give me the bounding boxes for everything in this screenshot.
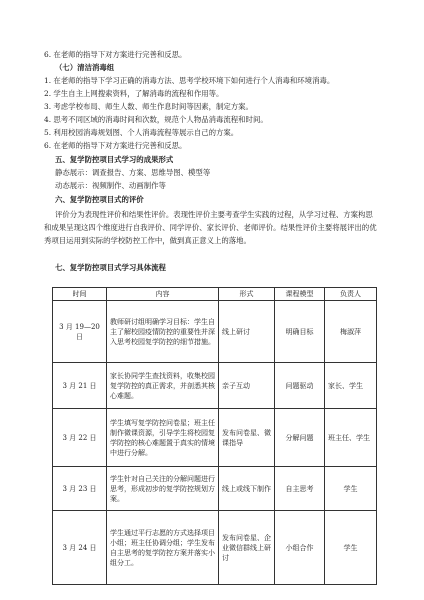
cell-time: 3 月 23 日 [53, 467, 107, 511]
table-header-row [53, 288, 377, 301]
table-row [53, 409, 377, 467]
cell-form: 亲子互动 [219, 363, 275, 409]
text-line: 6. 在老师的指导下对方案进行完善和反思。 [44, 141, 187, 150]
cell-content: 学生填写复学防控问卷星；班主任制作微课资源，引导学生将校园复学防控的核心难题置于真实的情境中进行分解。 [107, 409, 219, 467]
cell-time: 3 月 19—20 日 [53, 301, 107, 363]
text-line: 3. 考虑学校布局、师生人数、师生作息时间等因素，制定方案。 [44, 102, 253, 111]
text-line: 5. 利用校园消毒规划图、个人消毒流程等展示自己的方案。 [44, 128, 239, 137]
cell-form: 线上研讨 [219, 301, 275, 363]
table-row [53, 363, 377, 409]
cell-owner: 梅淑萍 [325, 301, 377, 363]
section-heading: 五、复学防控项目式学习的成果形式 [55, 155, 174, 164]
text-line: 动态展示：视频制作、动画制作等 [55, 181, 166, 190]
flow-table [52, 287, 377, 585]
cell-form: 发布问卷星、企业微信群线上研讨 [219, 511, 275, 585]
paragraph: 评价分为表现性评价和结果性评价。表现性评价主要考查学生实践的过程，从学习过程、方案构思和成果呈现这四个维度进行自我评价、同学评价、家长评价、老师评价。结果性评价主要将展评出的优秀项目运用到实际的学校防控工作中，做到真正意义上的落地。 [44, 210, 377, 245]
cell-content: 学生通过平行志愿的方式选择项目小组；班主任协调分组；学生发布自主思考的复学防控方案并落实小组分工。 [107, 511, 219, 585]
cell-content: 学生针对自己关注的分解问题进行思考，形成初步的复学防控规划方案。 [107, 467, 219, 511]
section-heading: （七）清洁消毒组 [55, 63, 115, 72]
cell-model: 明确目标 [275, 301, 325, 363]
section-heading: 七、复学防控项目式学习具体流程 [55, 263, 166, 272]
table-row [53, 511, 377, 585]
text-line: 4. 思考不同区域的消毒时间和次数，规范个人物品消毒流程和时间。 [44, 115, 268, 124]
text-line: 6. 在老师的指导下对方案进行完善和反思。 [44, 50, 187, 59]
cell-owner: 班主任、学生 [325, 409, 377, 467]
cell-content: 家长协同学生查找资料，收集校园复学防控的真正需求，并剖悉其核心难题。 [107, 363, 219, 409]
text-line: 静态展示：调查报告、方案、思维导图、模型等 [55, 168, 211, 177]
cell-content: 教师研讨组明确学习目标：学生自主了解校园疫情防控的重要性并深入思考校园复学防控的细节措施。 [107, 301, 219, 363]
text-line: 2. 学生自主上网搜索资料，了解消毒的流程和作用等。 [44, 89, 224, 98]
cell-time: 3 月 24 日 [53, 511, 107, 585]
cell-model: 自主思考 [275, 467, 325, 511]
cell-time: 3 月 21 日 [53, 363, 107, 409]
cell-model: 小组合作 [275, 511, 325, 585]
header-content: 内容 [107, 288, 219, 301]
cell-owner: 学生 [325, 467, 377, 511]
header-model: 课程模型 [275, 288, 325, 301]
cell-model: 问题驱动 [275, 363, 325, 409]
text-line: 1. 在老师的指导下学习正确的消毒方法、思考学校环境下如何进行个人消毒和环境消毒。 [44, 76, 335, 85]
cell-owner: 学生 [325, 511, 377, 585]
section-heading: 六、复学防控项目式的评价 [55, 195, 144, 204]
cell-time: 3 月 22 日 [53, 409, 107, 467]
header-owner: 负责人 [325, 288, 377, 301]
cell-owner: 家长、学生 [325, 363, 377, 409]
header-form: 形式 [219, 288, 275, 301]
cell-form: 发布问卷星、微课指导 [219, 409, 275, 467]
table-row [53, 467, 377, 511]
header-time: 时间 [53, 288, 107, 301]
table-row [53, 301, 377, 363]
cell-model: 分解问题 [275, 409, 325, 467]
cell-form: 线上或线下制作 [219, 467, 275, 511]
